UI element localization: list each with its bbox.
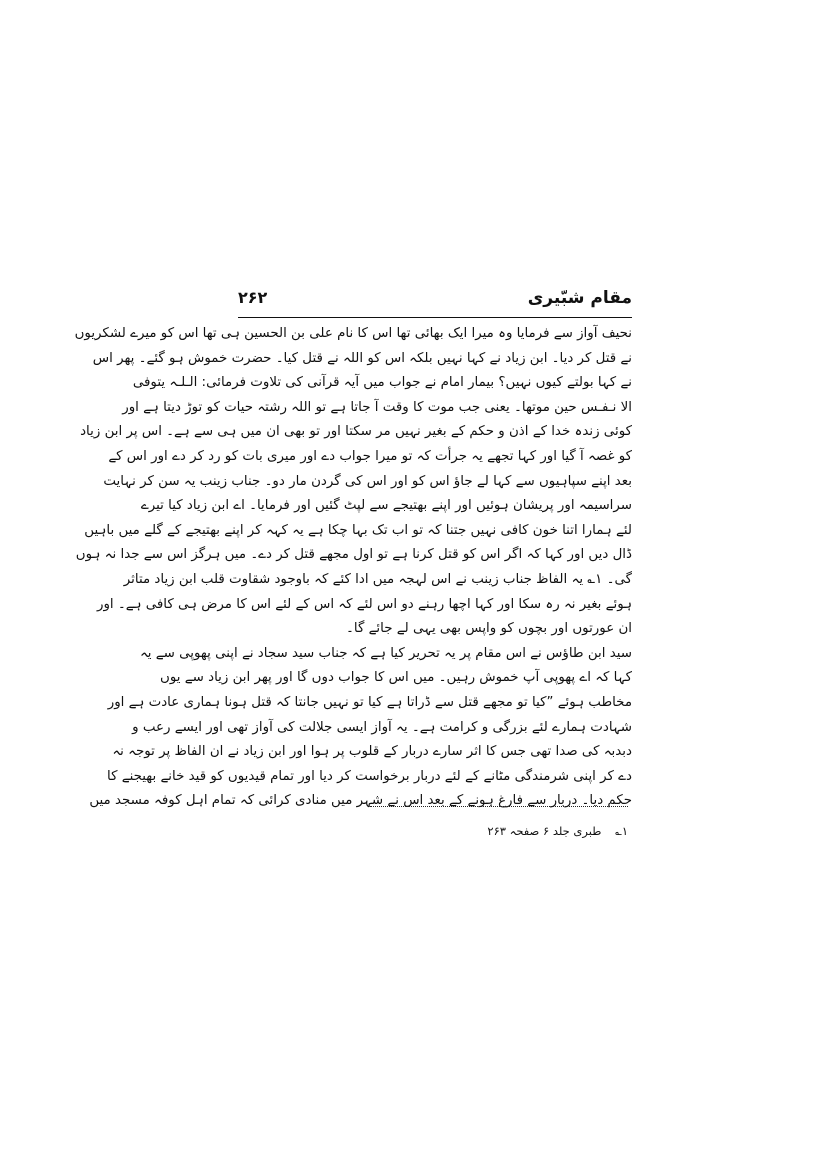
text-line: کوئی زندہ خدا کے اذن و حکم کے بغیر نہیں مر سکتا اور تو بھی ان میں ہی سے ہے۔ اس پر ابن زیاد xyxy=(80,424,632,440)
text-line: نے قتل کر دیا۔ ابن زیاد نے کہا نہیں بلکہ اس کو اللہ نے قتل کیا۔ حضرت خموش ہو گئے۔ پھر اس xyxy=(92,350,632,366)
text-line: لئے ہمارا اتنا خون کافی نہیں جتنا کہ تو اب تک بہا چکا ہے یہ کہہ کر اپنے بھتیجے کے گلے میں باہیں xyxy=(84,522,632,538)
text-line: دبدبہ کی صدا تھی جس کا اثر سارے دربار کے قلوب پر ہوا اور ابن زیاد نے ان الفاظ پر توجہ نہ xyxy=(112,744,632,760)
text-line: کو غصہ آ گیا اور کہا تجھے یہ جرأت کہ تو میرا جواب دے اور میری بات کو رد کر دے اور اس کے xyxy=(108,448,632,464)
header-rule xyxy=(238,317,632,318)
text-line: الا نـفـس حین موتھا۔ یعنی جب موت کا وقت آ جاتا ہے تو اللہ رشتہ حیات کو توڑ دیتا ہے اور xyxy=(122,399,632,415)
text-line: ان عورتوں اور بچوں کو واپس بھی یہی لے جائے گا۔ xyxy=(346,621,632,637)
text-line: مخاطب ہوئے ”کیا تو مجھے قتل سے ڈراتا ہے کیا تو نہیں جانتا کہ قتل ہونا ہماری عادت ہے اور xyxy=(107,694,632,710)
text-line: گی۔ ۱؎ یہ الفاظ جناب زینب نے اس لہجہ میں ادا کئے کہ باوجود شقاوت قلب ابن زیاد متاثر xyxy=(123,571,632,587)
text-line: سراسیمہ اور پریشان ہوئیں اور اپنے بھتیجے سے لپٹ گئیں اور فرمایا۔ اے ابن زیاد کیا تیرے xyxy=(140,498,632,514)
text-line: دے کر اپنی شرمندگی مٹانے کے لئے دربار برخواست کر دیا اور تمام قیدیوں کو قید خانے بھیجنے کا xyxy=(107,768,632,784)
text-line: سید ابن طاؤس نے اس مقام پر یہ تحریر کیا ہے کہ جناب سید سجاد نے اپنی پھوپی سے یہ xyxy=(139,645,632,661)
text-line: حکم دیا۔ دربار سے فارغ ہونے کے بعد اس نے شہر میں منادی کرائی کہ تمام اہل کوفہ مسجد میں xyxy=(89,793,632,809)
footnote-separator xyxy=(370,806,628,807)
text-line: ہوئے بغیر نہ رہ سکا اور کہا اچھا رہنے دو اس لئے کہ اس کے لئے اس کا مرض ہی کافی ہے۔ اور xyxy=(96,596,632,612)
body-text xyxy=(74,322,632,814)
page-header xyxy=(238,286,632,314)
text-line: نے کہا بولتے کیوں نہیں؟ بیمار امام نے جواب میں آیہ قرآنی کی تلاوت فرمائی: الـلـہ یتوفی xyxy=(132,375,632,391)
book-title: مقام شبّیری xyxy=(527,288,632,308)
page-number: ۲۶۲ xyxy=(238,288,268,307)
text-line: نحیف آواز سے فرمایا وہ میرا ایک بھائی تھا اس کا نام علی بن الحسین ہی تھا اس کو میرے لشکریوں xyxy=(74,326,632,341)
text-line: ڈال دیں اور کہا کہ اگر اس کو قتل کرنا ہے تو اول مجھے قتل کر دے۔ میں ہرگز اس سے جدا نہ ہوں xyxy=(75,547,632,563)
footnote xyxy=(487,824,628,838)
text-line: کہا کہ اے پھوپی آپ خموش رہیں۔ میں اس کا جواب دوں گا اور پھر ابن زیاد سے یوں xyxy=(160,670,632,686)
text-line: شہادت ہمارے لئے بزرگی و کرامت ہے۔ یہ آواز ایسی جلالت کی آواز تھی اور ایسے رعب و xyxy=(132,719,632,735)
footnote-text: طبری جلد ۶ صفحہ ۲۶۳ xyxy=(487,824,602,838)
footnote-marker: ۱؎ xyxy=(615,824,628,838)
text-line: بعد اپنے سپاہیوں سے کہا لے جاؤ اس کو اور اس کی گردن مار دو۔ جناب زینب یہ سن کر نہایت xyxy=(103,473,632,489)
